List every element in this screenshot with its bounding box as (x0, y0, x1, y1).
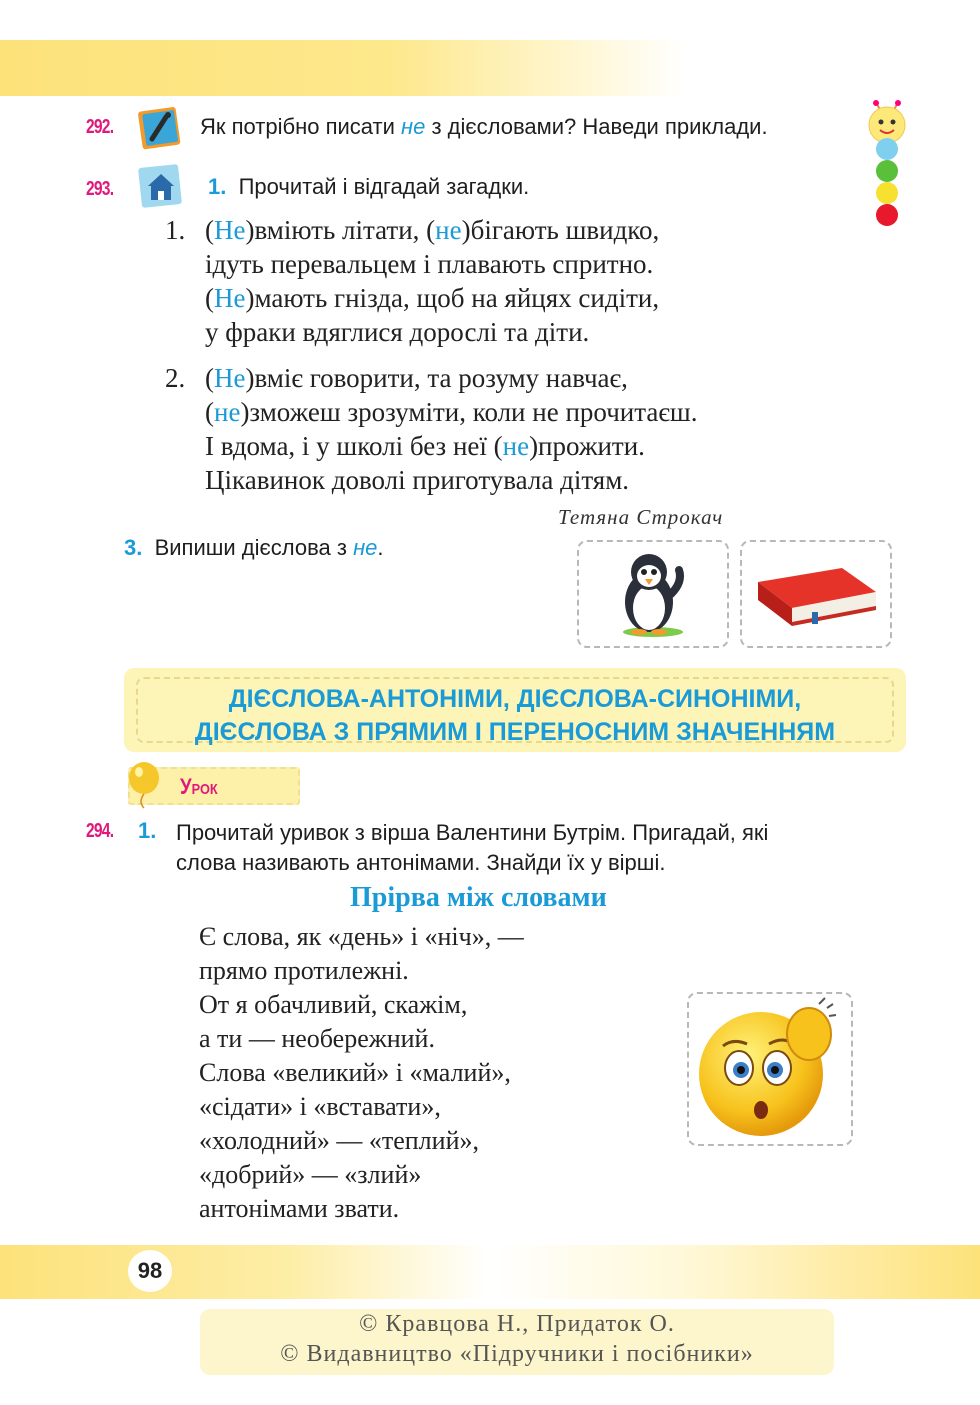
exercise-294-number: 294. (86, 820, 114, 842)
exercise-293-number: 293. (86, 178, 114, 200)
penguin-picture (577, 540, 729, 648)
exercise-293-task1: 1. Прочитай і відгадай загадки. (208, 174, 530, 199)
lesson-label: Урок (180, 774, 218, 799)
poem-title: Прірва між словами (350, 882, 607, 913)
poem-line: «добрий» — «злий» (199, 1160, 422, 1189)
copyright-line-2: © Видавництво «Підручники і посібники» (280, 1341, 754, 1367)
poem-line: «холодний» — «теплий», (199, 1126, 479, 1155)
copyright-box (200, 1309, 834, 1375)
poem-line: «сідати» і «вставати», (199, 1092, 441, 1121)
penguin-icon (579, 542, 727, 646)
riddle-line: І вдома, і у школі без неї (не)прожити. (205, 431, 645, 461)
poem-line: прямо протилежні. (199, 956, 409, 985)
book-picture (740, 540, 892, 648)
caterpillar-segment (876, 160, 898, 182)
caterpillar-segment (876, 138, 898, 160)
poem-body (199, 920, 679, 1226)
riddle-line: (Не)вміє говорити, та розуму навчає, (205, 363, 628, 393)
poem-line: а ти — необережний. (199, 1024, 435, 1053)
riddle-2 (205, 361, 885, 497)
poem-line: антонімами звати. (199, 1194, 400, 1223)
riddle-1-number: 1. (165, 215, 186, 245)
poem-line: От я обачливий, скажім, (199, 990, 468, 1019)
riddle-author: Тетяна Строкач (558, 505, 724, 529)
house-note-icon (136, 160, 186, 210)
exercise-294-task1-num: 1. (138, 818, 157, 843)
task-line: слова називають антонімами. Знайди їх у вірші. (176, 850, 666, 875)
section-heading-border (136, 677, 894, 746)
riddle-line: Цікавинок доволі приготувала дітям. (205, 465, 630, 495)
pen-note-icon (136, 103, 184, 151)
poem-line: Слова «великий» і «малий», (199, 1058, 511, 1087)
section-title-line-2: ДІЄСЛОВА З ПРЯМИМ І ПЕРЕНОСНИМ ЗНАЧЕННЯМ (194, 718, 836, 746)
riddle-line: (Не)мають гнізда, щоб на яйцях сидіти, (205, 283, 660, 313)
caterpillar-segment (876, 182, 898, 204)
balloon-icon (122, 760, 166, 810)
section-heading (124, 668, 906, 752)
riddle-line: (не)зможеш зрозуміти, коли не прочитаєш. (205, 397, 698, 427)
exercise-292-text: Як потрібно писати не з дієсловами? Наведи приклади. (200, 114, 768, 139)
poem-line: Є слова, як «день» і «ніч», — (199, 922, 524, 951)
book-icon (742, 542, 890, 646)
riddle-line: ідуть перевальцем і плавають спритно. (205, 249, 654, 279)
copyright-line-1: © Кравцова Н., Придаток О. (359, 1311, 675, 1337)
exercise-294-task1 (176, 818, 916, 878)
riddle-1 (205, 213, 885, 349)
exercise-292-number: 292. (86, 116, 114, 138)
top-band (0, 40, 980, 96)
task-line: Прочитай уривок з вірша Валентини Бутрім. Пригадай, які (176, 820, 769, 845)
section-title-line-1: ДІЄСЛОВА-АНТОНІМИ, ДІЄСЛОВА-СИНОНІМИ, (228, 685, 802, 713)
riddle-2-number: 2. (165, 363, 186, 393)
confused-face-icon (689, 994, 851, 1144)
riddle-line: (Не)вміють літати, (не)бігають швидко, (205, 215, 660, 245)
exercise-293-task3: 3. Випиши дієслова з не. (124, 535, 384, 560)
riddle-line: у фраки вдяглися дорослі та діти. (205, 317, 590, 347)
emoji-picture (687, 992, 853, 1146)
page-number: 98 (128, 1250, 172, 1292)
